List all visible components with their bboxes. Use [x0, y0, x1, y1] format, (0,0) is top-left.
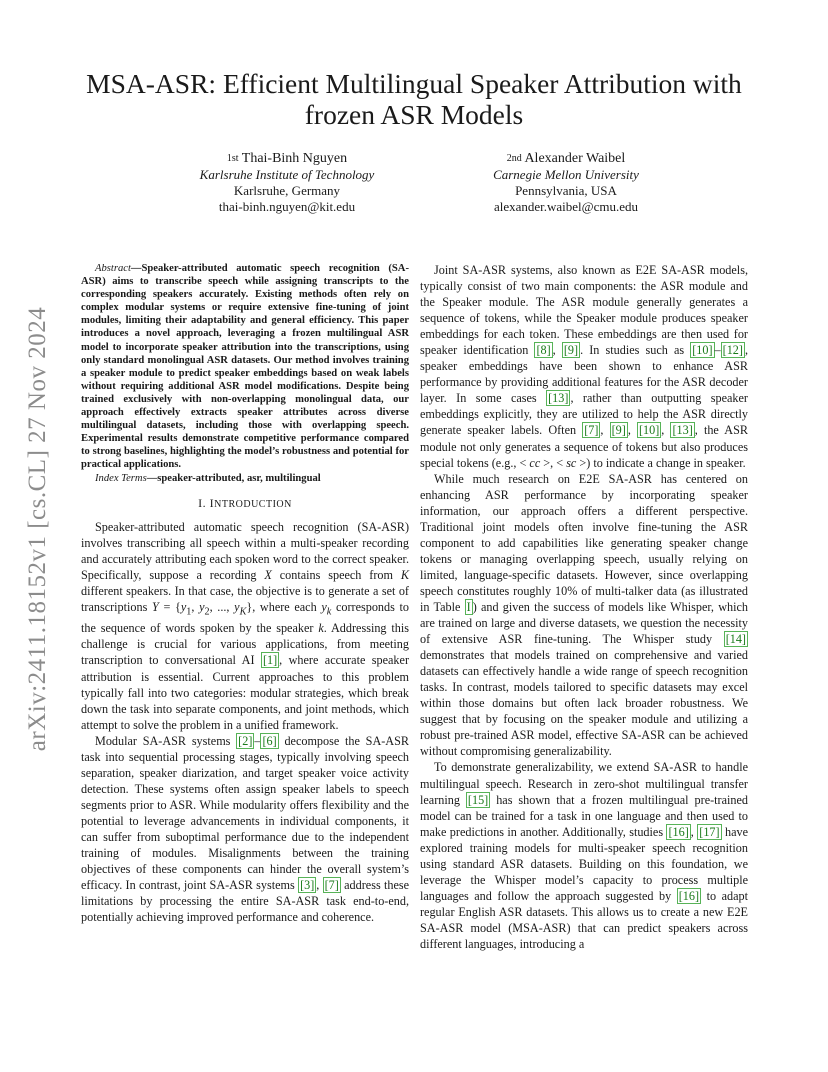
citation-link[interactable]: I — [466, 599, 471, 614]
author-1-ordinal: 1st — [226, 153, 239, 164]
citation-link[interactable]: [9] — [611, 423, 626, 438]
intro-paragraph-4: While much research on E2E SA-ASR has centered on enhancing ASR performance by incorporating speaker information, our approach offers a different perspective. Traditional joint models often involve fine-tuning the ASR component to add capabilities like generating speaker change tokens or managing overlapping speech, usually relying on limited, language-specific datasets. However, since overlapping speech constitutes roughly 10% of multi-talker data (as illustrated in Table I ) and given the success of models like Whisper, which are trained on large and diverse datasets, we question the necessity of extensive ASR fine-tuning. The Whisper study [14] demonstrates that models trained on comprehensive and varied datasets can effectively handle a wide range of speech recognition tasks. In contrast, models tailored to specific datasets may excel within those domains but often lack broader robustness. We suggest that by focusing on the speaker module and utilizing a robust pre-trained ASR model, effective SA-ASR can be achieved without compromising generalizability. — [420, 471, 748, 759]
index-terms-text: —speaker-attributed, asr, multilingual — [146, 472, 321, 484]
intro-paragraph-3: Joint SA-ASR systems, also known as E2E SA-ASR models, typically consist of two main components: the ASR module and the Speaker module. The ASR module generally generates a sequence of tokens, while the Speaker module produces speaker embeddings for each token. These embeddings are then used for speaker identification [8] , [9] . In studies such as [10] – [12] , speaker embeddings have been shown to enhance ASR performance by providing additional features for the ASR decoder layer. In some cases [13] , rather than outputting speaker embeddings explicitly, they are utilized to help the ASR directly generate speaker labels. Often [7] , [9] , [10] , [13] , the ASR module not only generates a sequence of tokens but also produces special tokens (e.g., < cc >, < sc >) to indicate a change in speaker. — [420, 263, 748, 470]
citation-link[interactable]: [7] — [584, 423, 599, 438]
citation-link[interactable]: [7] — [324, 878, 339, 893]
left-column — [81, 262, 409, 925]
citation-link[interactable]: [3] — [300, 878, 315, 893]
author-block-2 — [426, 151, 706, 215]
abstract-text: —Speaker-attributed automatic speech recognition (SA-ASR) aims to transcribe speech while assigning transcripts to the corresponding speakers accurately. Existing methods often rely on complex modular systems or require extensive fine-tuning of joint modules, limiting their adaptability and general efficiency. This paper introduces a novel approach, leveraging a frozen multilingual ASR model to incorporate speaker attribution into the transcriptions, using only standard monolingual ASR datasets. Our method involves training a speaker module to predict speaker embeddings based on weak labels without requiring additional ASR model modifications. Despite being trained exclusively with non-overlapping monolingual data, our approach effectively extracts speaker attributes across diverse multilingual datasets, including those with overlapping speech. Experimental results demonstrate competitive performance compared to strong baselines, highlighting the model’s robustness and potential for practical applications. — [81, 263, 409, 471]
author-2-location: Pennsylvania, USA — [515, 183, 617, 198]
citation-link[interactable]: [1] — [262, 653, 278, 668]
section-number: I. — [198, 495, 207, 510]
author-1-email[interactable]: thai-binh.nguyen@kit.edu — [218, 199, 356, 214]
author-2-email[interactable]: alexander.waibel@cmu.edu — [493, 199, 639, 214]
intro-paragraph-2: Modular SA-ASR systems [2] – [6] decompose the SA-ASR task into sequential processing stages, typically involving speech separation, speaker diarization, and target speaker voice activity detection. These systems often assign speaker labels to speech segments prior to ASR. While modularity offers flexibility and the potential to leverage advancements in individual components, it can suffer from suboptimal performance due to the independent training of modules. Misalignments between the training objectives of these components can hinder the overall system’s efficacy. In contrast, joint SA-ASR systems [3] , [7] address these limitations by processing the entire SA-ASR task end-to-end, potentially achieving improved performance and coherence. — [81, 733, 410, 925]
author-1-name: Thai-Binh Nguyen — [241, 151, 348, 166]
author-2-name: Alexander Waibel — [524, 151, 626, 166]
author-block-1 — [147, 151, 427, 215]
citation-link[interactable]: [12] — [722, 343, 743, 358]
author-2-ordinal: 2nd — [506, 153, 522, 164]
author-1-location: Karlsruhe, Germany — [233, 183, 341, 198]
paper-title: MSA-ASR: Efficient Multilingual Speaker Attribution with frozen ASR Models — [86, 68, 742, 130]
right-column — [420, 262, 748, 952]
section-title-rest: NTRODUCTION — [214, 498, 292, 510]
index-terms-label: Index Terms — [95, 472, 147, 484]
abstract-label: Abstract — [95, 263, 131, 274]
citation-link[interactable]: [9] — [563, 343, 579, 358]
citation-link[interactable]: [8] — [536, 343, 551, 358]
citation-link[interactable]: [17] — [699, 824, 720, 839]
citation-link[interactable]: [10] — [692, 343, 713, 358]
citation-link[interactable]: [13] — [672, 423, 693, 438]
author-1-name-line — [147, 151, 427, 167]
arxiv-identifier-stamp — [18, 284, 58, 774]
citation-link[interactable]: [10] — [638, 423, 660, 438]
citation-link[interactable]: [16] — [668, 824, 689, 839]
intro-paragraph-5: To demonstrate generalizability, we extend SA-ASR to handle multilingual speech. Research in zero-shot multilingual transfer learning [15] has shown that a frozen multilingual pre-trained model can be trained for a task in one language and then used to make predictions in another. Additionally, studies [16] , [17] have explored training models for multi-speaker speech recognition using standard ASR datasets. Building on this foundation, we leverage the Whisper model’s capacity to process multiple languages and follow the approach suggested by [16] to adapt regular English ASR datasets. This allows us to create a new E2E SA-ASR model (MSA-ASR) that can predict speakers across different languages, introducing a — [420, 760, 749, 951]
arxiv-identifier-text: arXiv:2411.18152v1 [cs.CL] 27 Nov 2024 — [24, 306, 52, 752]
author-2-name-line — [426, 151, 706, 167]
index-terms — [81, 472, 409, 485]
citation-link[interactable]: [2] — [238, 733, 253, 748]
citation-link[interactable]: [15] — [467, 792, 489, 807]
abstract — [81, 262, 409, 472]
section-title-initial: I — [209, 495, 215, 510]
citation-link[interactable]: [16] — [678, 888, 700, 903]
section-heading-introduction — [81, 495, 409, 513]
author-1-affiliation: Karlsruhe Institute of Technology — [199, 167, 375, 182]
citation-link[interactable]: [14] — [725, 632, 746, 647]
citation-link[interactable]: [6] — [262, 733, 277, 748]
citation-link[interactable]: [13] — [548, 391, 569, 406]
author-2-affiliation: Carnegie Mellon University — [493, 167, 639, 182]
intro-paragraph-1: Speaker-attributed automatic speech recognition (SA-ASR) involves transcribing all speech within a multi-speaker recording and accurately attributing each spoken word to the correct speaker. Specifically, suppose a recording X contains speech from K different speakers. In that case, the objective is to generate a set of transcriptions $Y = \{y_1$, $y_2$, ..., $y_K$}, where each $y_k$ corresponds to the sequence of words spoken by the speaker k. Addressing this challenge is crucial for various applications, from meeting transcription to conversational AI [1] , where accurate speaker attribution is essential. Current approaches to this problem typically fall into two categories: modular strategies, which break down the task into separate components, and joint methods, which attempt to solve the problem in a unified framework. — [81, 519, 410, 732]
